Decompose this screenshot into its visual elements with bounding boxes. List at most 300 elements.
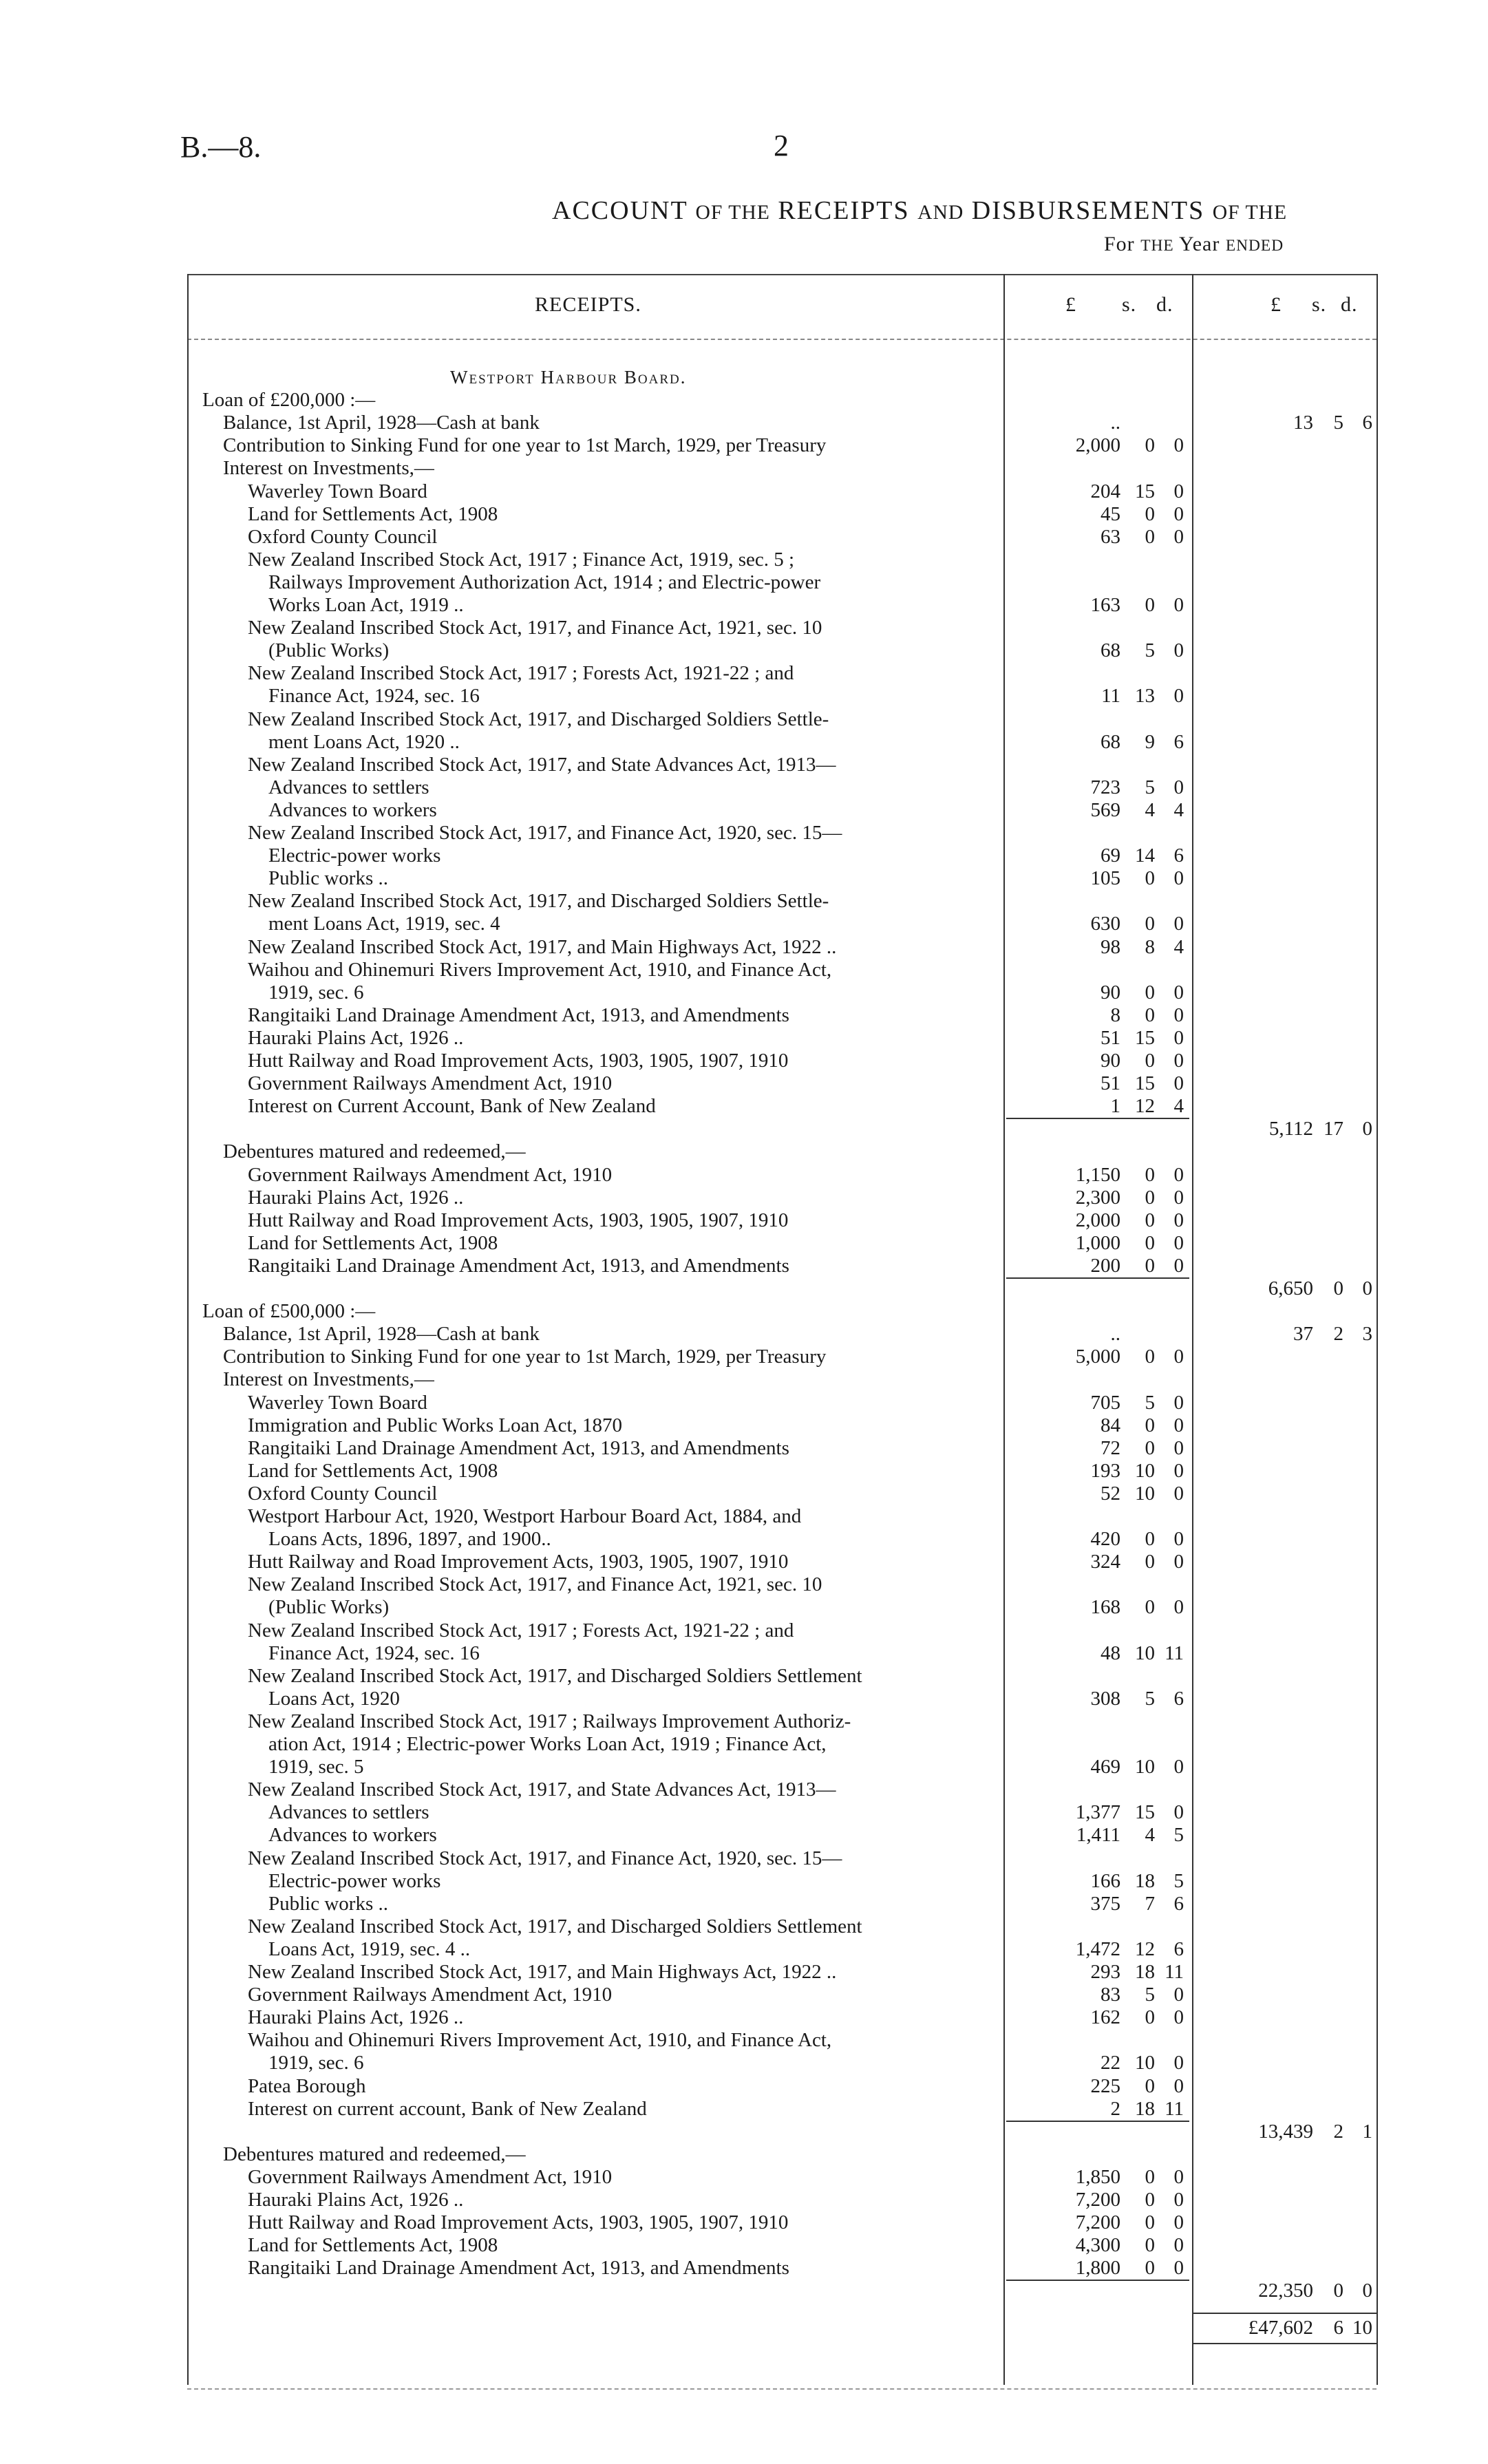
amount-pence: 0 bbox=[1173, 1392, 1184, 1414]
amount-pounds: 2,000 bbox=[1075, 434, 1120, 456]
amount-shillings: 13 bbox=[1135, 685, 1155, 707]
row-description: Contribution to Sinking Fund for one year to 1st March, 1929, per Treasury bbox=[223, 1346, 827, 1368]
row-description: Electric-power works bbox=[268, 845, 441, 867]
title-word: RECEIPTS bbox=[778, 196, 910, 225]
table-row bbox=[187, 526, 1377, 549]
table-row bbox=[187, 1573, 1377, 1596]
amount-pence: 0 bbox=[1173, 1460, 1184, 1482]
amount-pence: 4 bbox=[1173, 799, 1184, 821]
table-row bbox=[187, 412, 1377, 434]
amount-pounds: 324 bbox=[1090, 1551, 1120, 1573]
table-row bbox=[187, 1778, 1377, 1801]
grand-total-row bbox=[187, 2317, 1377, 2339]
table-row bbox=[187, 1460, 1377, 1483]
amount-pounds: 45 bbox=[1101, 503, 1120, 525]
amount-pence: 0 bbox=[1173, 1209, 1184, 1231]
table-row bbox=[187, 1619, 1377, 1642]
table-row bbox=[187, 731, 1377, 754]
table-row bbox=[187, 1004, 1377, 1027]
row-description: New Zealand Inscribed Stock Act, 1917 ; Forests Act, 1921-22 ; and bbox=[248, 662, 794, 684]
subtitle-word: For bbox=[1104, 233, 1135, 255]
receipts-heading: RECEIPTS. bbox=[535, 293, 641, 316]
amount-pounds: 69 bbox=[1101, 845, 1120, 867]
row-description: Rangitaiki Land Drainage Amendment Act, 1913, and Amendments bbox=[248, 1004, 789, 1026]
amount-shillings: 0 bbox=[1145, 1528, 1155, 1550]
table-row bbox=[187, 639, 1377, 662]
amount-pence: 6 bbox=[1173, 731, 1184, 753]
subtotal-shillings: 17 bbox=[1324, 1118, 1343, 1140]
table-row bbox=[187, 1528, 1377, 1551]
amount-pounds: 1,472 bbox=[1075, 1938, 1120, 1960]
table-row bbox=[187, 1938, 1377, 1961]
amount-shillings: 9 bbox=[1145, 731, 1155, 753]
amount-pounds: 168 bbox=[1090, 1596, 1120, 1618]
page-number: 2 bbox=[774, 129, 789, 162]
amount-shillings: 0 bbox=[1145, 2006, 1155, 2028]
amount-pence: 5 bbox=[1173, 1824, 1184, 1846]
table-row bbox=[187, 2006, 1377, 2029]
row-description: Public works .. bbox=[268, 867, 388, 889]
amount-pence: 0 bbox=[1173, 503, 1184, 525]
row-description: Loan of £200,000 :— bbox=[202, 389, 376, 411]
subtotal-pence: 0 bbox=[1362, 1118, 1372, 1140]
amount-shillings: 15 bbox=[1135, 1027, 1155, 1049]
row-description: Government Railways Amendment Act, 1910 bbox=[248, 1072, 613, 1094]
row-description: ment Loans Act, 1919, sec. 4 bbox=[268, 913, 500, 935]
amount-pence: 0 bbox=[1173, 776, 1184, 798]
amount-pence: 11 bbox=[1165, 1642, 1184, 1664]
amount-shillings: 0 bbox=[1145, 2075, 1155, 2097]
amount-pence: 0 bbox=[1173, 685, 1184, 707]
row-description: New Zealand Inscribed Stock Act, 1917 ; Finance Act, 1919, sec. 5 ; bbox=[248, 549, 795, 571]
amount-pounds: 163 bbox=[1090, 594, 1120, 616]
amount-shillings: 0 bbox=[1145, 1437, 1155, 1459]
amount-pence: 0 bbox=[1173, 639, 1184, 661]
amount-shillings: 0 bbox=[1145, 2234, 1155, 2256]
amount-pence: 0 bbox=[1173, 2075, 1184, 2097]
row-description: New Zealand Inscribed Stock Act, 1917, and Finance Act, 1920, sec. 15— bbox=[248, 1847, 842, 1869]
amount-pence: 0 bbox=[1173, 1050, 1184, 1072]
amount-shillings: 5 bbox=[1145, 1688, 1155, 1710]
table-row bbox=[187, 708, 1377, 731]
table-row bbox=[187, 1505, 1377, 1528]
amount-pounds: 225 bbox=[1090, 2075, 1120, 2097]
row-description: Advances to settlers bbox=[268, 1801, 429, 1823]
amount-pence: 0 bbox=[1173, 1801, 1184, 1823]
row-description: New Zealand Inscribed Stock Act, 1917, and Finance Act, 1921, sec. 10 bbox=[248, 1573, 822, 1595]
amount-pounds: .. bbox=[1110, 1323, 1120, 1345]
subtotal-pounds: 13 bbox=[1293, 412, 1313, 434]
table-row bbox=[187, 1551, 1377, 1573]
subtotal-pence: 6 bbox=[1362, 412, 1372, 434]
table-row bbox=[187, 662, 1377, 685]
amount-pounds: 11 bbox=[1101, 685, 1120, 707]
page-subtitle bbox=[1104, 233, 1284, 256]
table-row bbox=[187, 754, 1377, 776]
amount-shillings: 5 bbox=[1145, 1392, 1155, 1414]
row-description: (Public Works) bbox=[268, 639, 390, 661]
table-row bbox=[187, 1961, 1377, 1984]
amount-pence: 11 bbox=[1165, 2098, 1184, 2120]
row-description: Finance Act, 1924, sec. 16 bbox=[268, 1642, 480, 1664]
amount-pence: 0 bbox=[1173, 1528, 1184, 1550]
row-description: Hutt Railway and Road Improvement Acts, 1903, 1905, 1907, 1910 bbox=[248, 1551, 789, 1573]
amount-pounds: 105 bbox=[1090, 867, 1120, 889]
row-description: Advances to workers bbox=[268, 799, 437, 821]
table-row bbox=[187, 2029, 1377, 2052]
table-row bbox=[187, 549, 1377, 571]
table-row bbox=[187, 2280, 1377, 2302]
amount-pence: 0 bbox=[1173, 434, 1184, 456]
row-description: Waverley Town Board bbox=[248, 1392, 427, 1414]
amount-pounds: 98 bbox=[1101, 936, 1120, 958]
amount-pence: 0 bbox=[1173, 913, 1184, 935]
table-row bbox=[187, 594, 1377, 617]
page-reference: B.—8. bbox=[180, 130, 262, 164]
row-description: Loan of £500,000 :— bbox=[202, 1300, 376, 1322]
row-description: Waverley Town Board bbox=[248, 480, 427, 502]
amount-shillings: 0 bbox=[1145, 2189, 1155, 2211]
subtotal-shillings: 2 bbox=[1333, 1323, 1343, 1345]
row-description: New Zealand Inscribed Stock Act, 1917, and Discharged Soldiers Settlement bbox=[248, 1665, 862, 1687]
amount-pounds: 8 bbox=[1110, 1004, 1120, 1026]
subtotal-pence: 0 bbox=[1362, 1277, 1372, 1299]
table-row bbox=[187, 799, 1377, 822]
table-row bbox=[187, 1414, 1377, 1437]
row-description: Interest on current account, Bank of New Zealand bbox=[248, 2098, 647, 2120]
amount-shillings: 10 bbox=[1135, 2052, 1155, 2074]
table-row bbox=[187, 2143, 1377, 2166]
amount-pence: 0 bbox=[1173, 2257, 1184, 2279]
row-description: Hutt Railway and Road Improvement Acts, 1903, 1905, 1907, 1910 bbox=[248, 1050, 789, 1072]
row-description: Patea Borough bbox=[248, 2075, 366, 2097]
row-description: New Zealand Inscribed Stock Act, 1917, and Discharged Soldiers Settle- bbox=[248, 708, 829, 730]
row-description: Rangitaiki Land Drainage Amendment Act, 1913, and Amendments bbox=[248, 1437, 789, 1459]
row-description: Hauraki Plains Act, 1926 .. bbox=[248, 1027, 464, 1049]
amount-pence: 5 bbox=[1173, 1870, 1184, 1892]
table-row bbox=[187, 1437, 1377, 1460]
amount-pounds: 7,200 bbox=[1075, 2211, 1120, 2233]
table-bottom-rule bbox=[187, 2388, 1377, 2390]
row-description: Balance, 1st April, 1928—Cash at bank bbox=[223, 412, 540, 434]
row-description: Land for Settlements Act, 1908 bbox=[248, 1460, 498, 1482]
amount-pence: 0 bbox=[1173, 1437, 1184, 1459]
table-top-rule bbox=[187, 274, 1377, 275]
amount-pounds: 52 bbox=[1101, 1483, 1120, 1505]
amount-pounds: 1,850 bbox=[1075, 2166, 1120, 2188]
table-row bbox=[187, 2166, 1377, 2189]
amount-pounds: 22 bbox=[1101, 2052, 1120, 2074]
row-description: Oxford County Council bbox=[248, 1483, 438, 1505]
amount-shillings: 0 bbox=[1145, 2257, 1155, 2279]
col2-pounds-heading: £ bbox=[1271, 293, 1282, 316]
amount-pounds: 630 bbox=[1090, 913, 1120, 935]
table-row bbox=[187, 2257, 1377, 2280]
row-description: Land for Settlements Act, 1908 bbox=[248, 1232, 498, 1254]
amount-pence: 0 bbox=[1173, 1232, 1184, 1254]
subtotal-pounds: 37 bbox=[1293, 1323, 1313, 1345]
table-row bbox=[187, 1187, 1377, 1209]
amount-shillings: 12 bbox=[1135, 1095, 1155, 1117]
title-word: OF THE bbox=[695, 202, 770, 224]
amount-pence: 6 bbox=[1173, 1938, 1184, 1960]
table-row bbox=[187, 867, 1377, 890]
row-description: Interest on Investments,— bbox=[223, 1368, 434, 1390]
amount-pence: 0 bbox=[1173, 1596, 1184, 1618]
amount-pounds: 72 bbox=[1101, 1437, 1120, 1459]
row-description: Government Railways Amendment Act, 1910 bbox=[248, 1164, 613, 1186]
amount-pence: 6 bbox=[1173, 845, 1184, 867]
row-description: Government Railways Amendment Act, 1910 bbox=[248, 2166, 613, 2188]
row-description: Rangitaiki Land Drainage Amendment Act, 1913, and Amendments bbox=[248, 2257, 789, 2279]
table-row bbox=[187, 2234, 1377, 2257]
row-description: New Zealand Inscribed Stock Act, 1917, and Main Highways Act, 1922 .. bbox=[248, 936, 837, 958]
table-row bbox=[187, 1847, 1377, 1870]
row-description: Debentures matured and redeemed,— bbox=[223, 1140, 526, 1162]
table-row bbox=[187, 1665, 1377, 1688]
amount-pounds: 1,150 bbox=[1075, 1164, 1120, 1186]
amount-pounds: 705 bbox=[1090, 1392, 1120, 1414]
amount-pence: 0 bbox=[1173, 2052, 1184, 2074]
table-row bbox=[187, 1255, 1377, 1277]
grand-total-shillings: 6 bbox=[1333, 2317, 1343, 2339]
amount-pounds: 4,300 bbox=[1075, 2234, 1120, 2256]
subtotal-rule bbox=[1006, 1118, 1189, 1119]
subtotal-pounds: 22,350 bbox=[1258, 2280, 1313, 2302]
amount-pence: 0 bbox=[1173, 2234, 1184, 2256]
amount-pence: 6 bbox=[1173, 1688, 1184, 1710]
amount-shillings: 0 bbox=[1145, 503, 1155, 525]
table-row bbox=[187, 1915, 1377, 1938]
amount-shillings: 8 bbox=[1145, 936, 1155, 958]
subtotal-rule bbox=[1006, 2121, 1189, 2122]
table-row bbox=[187, 685, 1377, 708]
amount-shillings: 10 bbox=[1135, 1483, 1155, 1505]
amount-pence: 0 bbox=[1173, 1551, 1184, 1573]
row-description: New Zealand Inscribed Stock Act, 1917, and State Advances Act, 1913— bbox=[248, 1778, 836, 1801]
table-row bbox=[187, 913, 1377, 935]
amount-shillings: 18 bbox=[1135, 2098, 1155, 2120]
amount-shillings: 10 bbox=[1135, 1756, 1155, 1778]
amount-pounds: 166 bbox=[1090, 1870, 1120, 1892]
amount-shillings: 18 bbox=[1135, 1870, 1155, 1892]
table-row bbox=[187, 571, 1377, 594]
table-row bbox=[187, 480, 1377, 503]
row-description: Oxford County Council bbox=[248, 526, 438, 548]
row-description: New Zealand Inscribed Stock Act, 1917, and Discharged Soldiers Settlement bbox=[248, 1915, 862, 1937]
table-row bbox=[187, 1277, 1377, 1300]
subtotal-rule bbox=[1006, 2280, 1189, 2281]
subtitle-word: Year bbox=[1179, 233, 1220, 255]
subtotal-pence: 0 bbox=[1362, 2280, 1372, 2302]
table-row bbox=[187, 1368, 1377, 1391]
amount-shillings: 15 bbox=[1135, 480, 1155, 502]
amount-pounds: 204 bbox=[1090, 480, 1120, 502]
amount-pounds: 1 bbox=[1110, 1095, 1120, 1117]
row-description: Immigration and Public Works Loan Act, 1870 bbox=[248, 1414, 623, 1436]
row-description: Railways Improvement Authorization Act, 1914 ; and Electric-power bbox=[268, 571, 821, 593]
amount-shillings: 0 bbox=[1145, 2166, 1155, 2188]
table-row bbox=[187, 1893, 1377, 1915]
header-rule bbox=[187, 339, 1377, 340]
amount-pounds: 200 bbox=[1090, 1255, 1120, 1277]
title-word: DISBURSEMENTS bbox=[971, 196, 1205, 225]
table-row bbox=[187, 503, 1377, 526]
row-description: New Zealand Inscribed Stock Act, 1917 ; Railways Improvement Authoriz- bbox=[248, 1710, 851, 1732]
amount-shillings: 18 bbox=[1135, 1961, 1155, 1983]
amount-shillings: 0 bbox=[1145, 2211, 1155, 2233]
table-row bbox=[187, 389, 1377, 412]
amount-pounds: 193 bbox=[1090, 1460, 1120, 1482]
amount-pence: 0 bbox=[1173, 1164, 1184, 1186]
subtotal-pence: 3 bbox=[1362, 1323, 1372, 1345]
subtotal-shillings: 2 bbox=[1333, 2121, 1343, 2143]
amount-pounds: 51 bbox=[1101, 1027, 1120, 1049]
amount-shillings: 0 bbox=[1145, 1551, 1155, 1573]
table-row bbox=[187, 1688, 1377, 1710]
table-row bbox=[187, 1642, 1377, 1665]
row-description: Westport Harbour Act, 1920, Westport Harbour Board Act, 1884, and bbox=[248, 1505, 802, 1527]
row-description: New Zealand Inscribed Stock Act, 1917, and Discharged Soldiers Settle- bbox=[248, 890, 829, 912]
row-description: Contribution to Sinking Fund for one year to 1st March, 1929, per Treasury bbox=[223, 434, 827, 456]
table-row bbox=[187, 1870, 1377, 1893]
table-row bbox=[187, 981, 1377, 1004]
amount-pence: 6 bbox=[1173, 1893, 1184, 1915]
table-row bbox=[187, 2052, 1377, 2074]
amount-shillings: 5 bbox=[1145, 776, 1155, 798]
col1-pounds-heading: £ bbox=[1065, 293, 1076, 316]
amount-pounds: 48 bbox=[1101, 1642, 1120, 1664]
amount-pounds: 1,411 bbox=[1076, 1824, 1120, 1846]
amount-pounds: 90 bbox=[1101, 1050, 1120, 1072]
table-row bbox=[187, 457, 1377, 480]
row-description: Debentures matured and redeemed,— bbox=[223, 2143, 526, 2165]
amount-shillings: 4 bbox=[1145, 1824, 1155, 1846]
row-description: Loans Act, 1919, sec. 4 .. bbox=[268, 1938, 471, 1960]
table-row bbox=[187, 1483, 1377, 1505]
amount-shillings: 0 bbox=[1145, 913, 1155, 935]
table-row bbox=[187, 1733, 1377, 1756]
amount-pence: 0 bbox=[1173, 981, 1184, 1003]
amount-pounds: 375 bbox=[1090, 1893, 1120, 1915]
subtotal-pounds: 5,112 bbox=[1268, 1118, 1313, 1140]
row-description: Land for Settlements Act, 1908 bbox=[248, 503, 498, 525]
amount-shillings: 0 bbox=[1145, 1004, 1155, 1026]
amount-shillings: 10 bbox=[1135, 1460, 1155, 1482]
row-description: Interest on Current Account, Bank of New Zealand bbox=[248, 1095, 656, 1117]
table-row bbox=[187, 1140, 1377, 1163]
amount-pounds: 68 bbox=[1101, 639, 1120, 661]
amount-pence: 4 bbox=[1173, 936, 1184, 958]
row-description: New Zealand Inscribed Stock Act, 1917, and State Advances Act, 1913— bbox=[248, 754, 836, 776]
amount-pence: 11 bbox=[1165, 1961, 1184, 1983]
row-description: Loans Act, 1920 bbox=[268, 1688, 400, 1710]
row-description: Finance Act, 1924, sec. 16 bbox=[268, 685, 480, 707]
table-row bbox=[187, 776, 1377, 799]
amount-shillings: 15 bbox=[1135, 1072, 1155, 1094]
amount-pounds: 84 bbox=[1101, 1414, 1120, 1436]
row-description: Works Loan Act, 1919 .. bbox=[268, 594, 464, 616]
amount-shillings: 15 bbox=[1135, 1801, 1155, 1823]
amount-pence: 0 bbox=[1173, 1483, 1184, 1505]
row-description: Electric-power works bbox=[268, 1870, 441, 1892]
amount-pence: 0 bbox=[1173, 2006, 1184, 2028]
amount-pence: 4 bbox=[1173, 1095, 1184, 1117]
table-row bbox=[187, 1027, 1377, 1050]
amount-pounds: 2,000 bbox=[1075, 1209, 1120, 1231]
table-row bbox=[187, 1801, 1377, 1824]
amount-pence: 0 bbox=[1173, 2211, 1184, 2233]
amount-pounds: 5,000 bbox=[1075, 1346, 1120, 1368]
title-word: ACCOUNT bbox=[552, 196, 688, 225]
amount-pounds: 90 bbox=[1101, 981, 1120, 1003]
amount-shillings: 0 bbox=[1145, 1346, 1155, 1368]
amount-pence: 0 bbox=[1173, 1756, 1184, 1778]
amount-shillings: 0 bbox=[1145, 867, 1155, 889]
row-description: Waihou and Ohinemuri Rivers Improvement Act, 1910, and Finance Act, bbox=[248, 959, 832, 981]
page-title bbox=[552, 195, 1287, 226]
amount-pounds: 83 bbox=[1101, 1984, 1120, 2006]
amount-pounds: 1,377 bbox=[1075, 1801, 1120, 1823]
table-row bbox=[187, 1095, 1377, 1118]
amount-pounds: 1,800 bbox=[1075, 2257, 1120, 2279]
col2-shillings-heading: s. bbox=[1312, 293, 1327, 316]
row-description: New Zealand Inscribed Stock Act, 1917, and Finance Act, 1920, sec. 15— bbox=[248, 822, 842, 844]
row-description: Interest on Investments,— bbox=[223, 457, 434, 479]
table-row bbox=[187, 1346, 1377, 1368]
row-description: Hutt Railway and Road Improvement Acts, 1903, 1905, 1907, 1910 bbox=[248, 1209, 789, 1231]
amount-pence: 0 bbox=[1173, 2166, 1184, 2188]
amount-pence: 0 bbox=[1173, 1187, 1184, 1209]
amount-shillings: 0 bbox=[1145, 1050, 1155, 1072]
amount-shillings: 12 bbox=[1135, 1938, 1155, 1960]
subtotal-pounds: 13,439 bbox=[1258, 2121, 1313, 2143]
amount-shillings: 0 bbox=[1145, 434, 1155, 456]
amount-pounds: 68 bbox=[1101, 731, 1120, 753]
amount-pounds: 2,300 bbox=[1075, 1187, 1120, 1209]
table-row bbox=[187, 1596, 1377, 1619]
row-description: Advances to workers bbox=[268, 1824, 437, 1846]
amount-shillings: 0 bbox=[1145, 981, 1155, 1003]
table-row bbox=[187, 1300, 1377, 1323]
section-heading bbox=[187, 366, 1377, 389]
subtitle-word: ENDED bbox=[1225, 237, 1284, 255]
row-description: Hutt Railway and Road Improvement Acts, 1903, 1905, 1907, 1910 bbox=[248, 2211, 789, 2233]
amount-pence: 0 bbox=[1173, 867, 1184, 889]
grand-total-pence: 10 bbox=[1352, 2317, 1372, 2339]
subtotal-rule bbox=[1006, 1277, 1189, 1279]
amount-pounds: 2 bbox=[1110, 2098, 1120, 2120]
amount-pence: 0 bbox=[1173, 480, 1184, 502]
row-description: ment Loans Act, 1920 .. bbox=[268, 731, 460, 753]
table-row bbox=[187, 2121, 1377, 2143]
table-row bbox=[187, 1209, 1377, 1232]
table-row bbox=[187, 1824, 1377, 1847]
table-row bbox=[187, 617, 1377, 639]
amount-pounds: 1,000 bbox=[1075, 1232, 1120, 1254]
row-description: Balance, 1st April, 1928—Cash at bank bbox=[223, 1323, 540, 1345]
amount-shillings: 0 bbox=[1145, 1255, 1155, 1277]
row-description: Hauraki Plains Act, 1926 .. bbox=[248, 1187, 464, 1209]
row-description: Government Railways Amendment Act, 1910 bbox=[248, 1984, 613, 2006]
amount-pounds: 7,200 bbox=[1075, 2189, 1120, 2211]
row-description: New Zealand Inscribed Stock Act, 1917, and Finance Act, 1921, sec. 10 bbox=[248, 617, 822, 639]
amount-pence: 0 bbox=[1173, 2189, 1184, 2211]
row-description: Waihou and Ohinemuri Rivers Improvement Act, 1910, and Finance Act, bbox=[248, 2029, 832, 2051]
amount-pounds: 723 bbox=[1090, 776, 1120, 798]
col2-pence-heading: d. bbox=[1341, 293, 1358, 316]
table-right-rule bbox=[1377, 274, 1378, 2385]
